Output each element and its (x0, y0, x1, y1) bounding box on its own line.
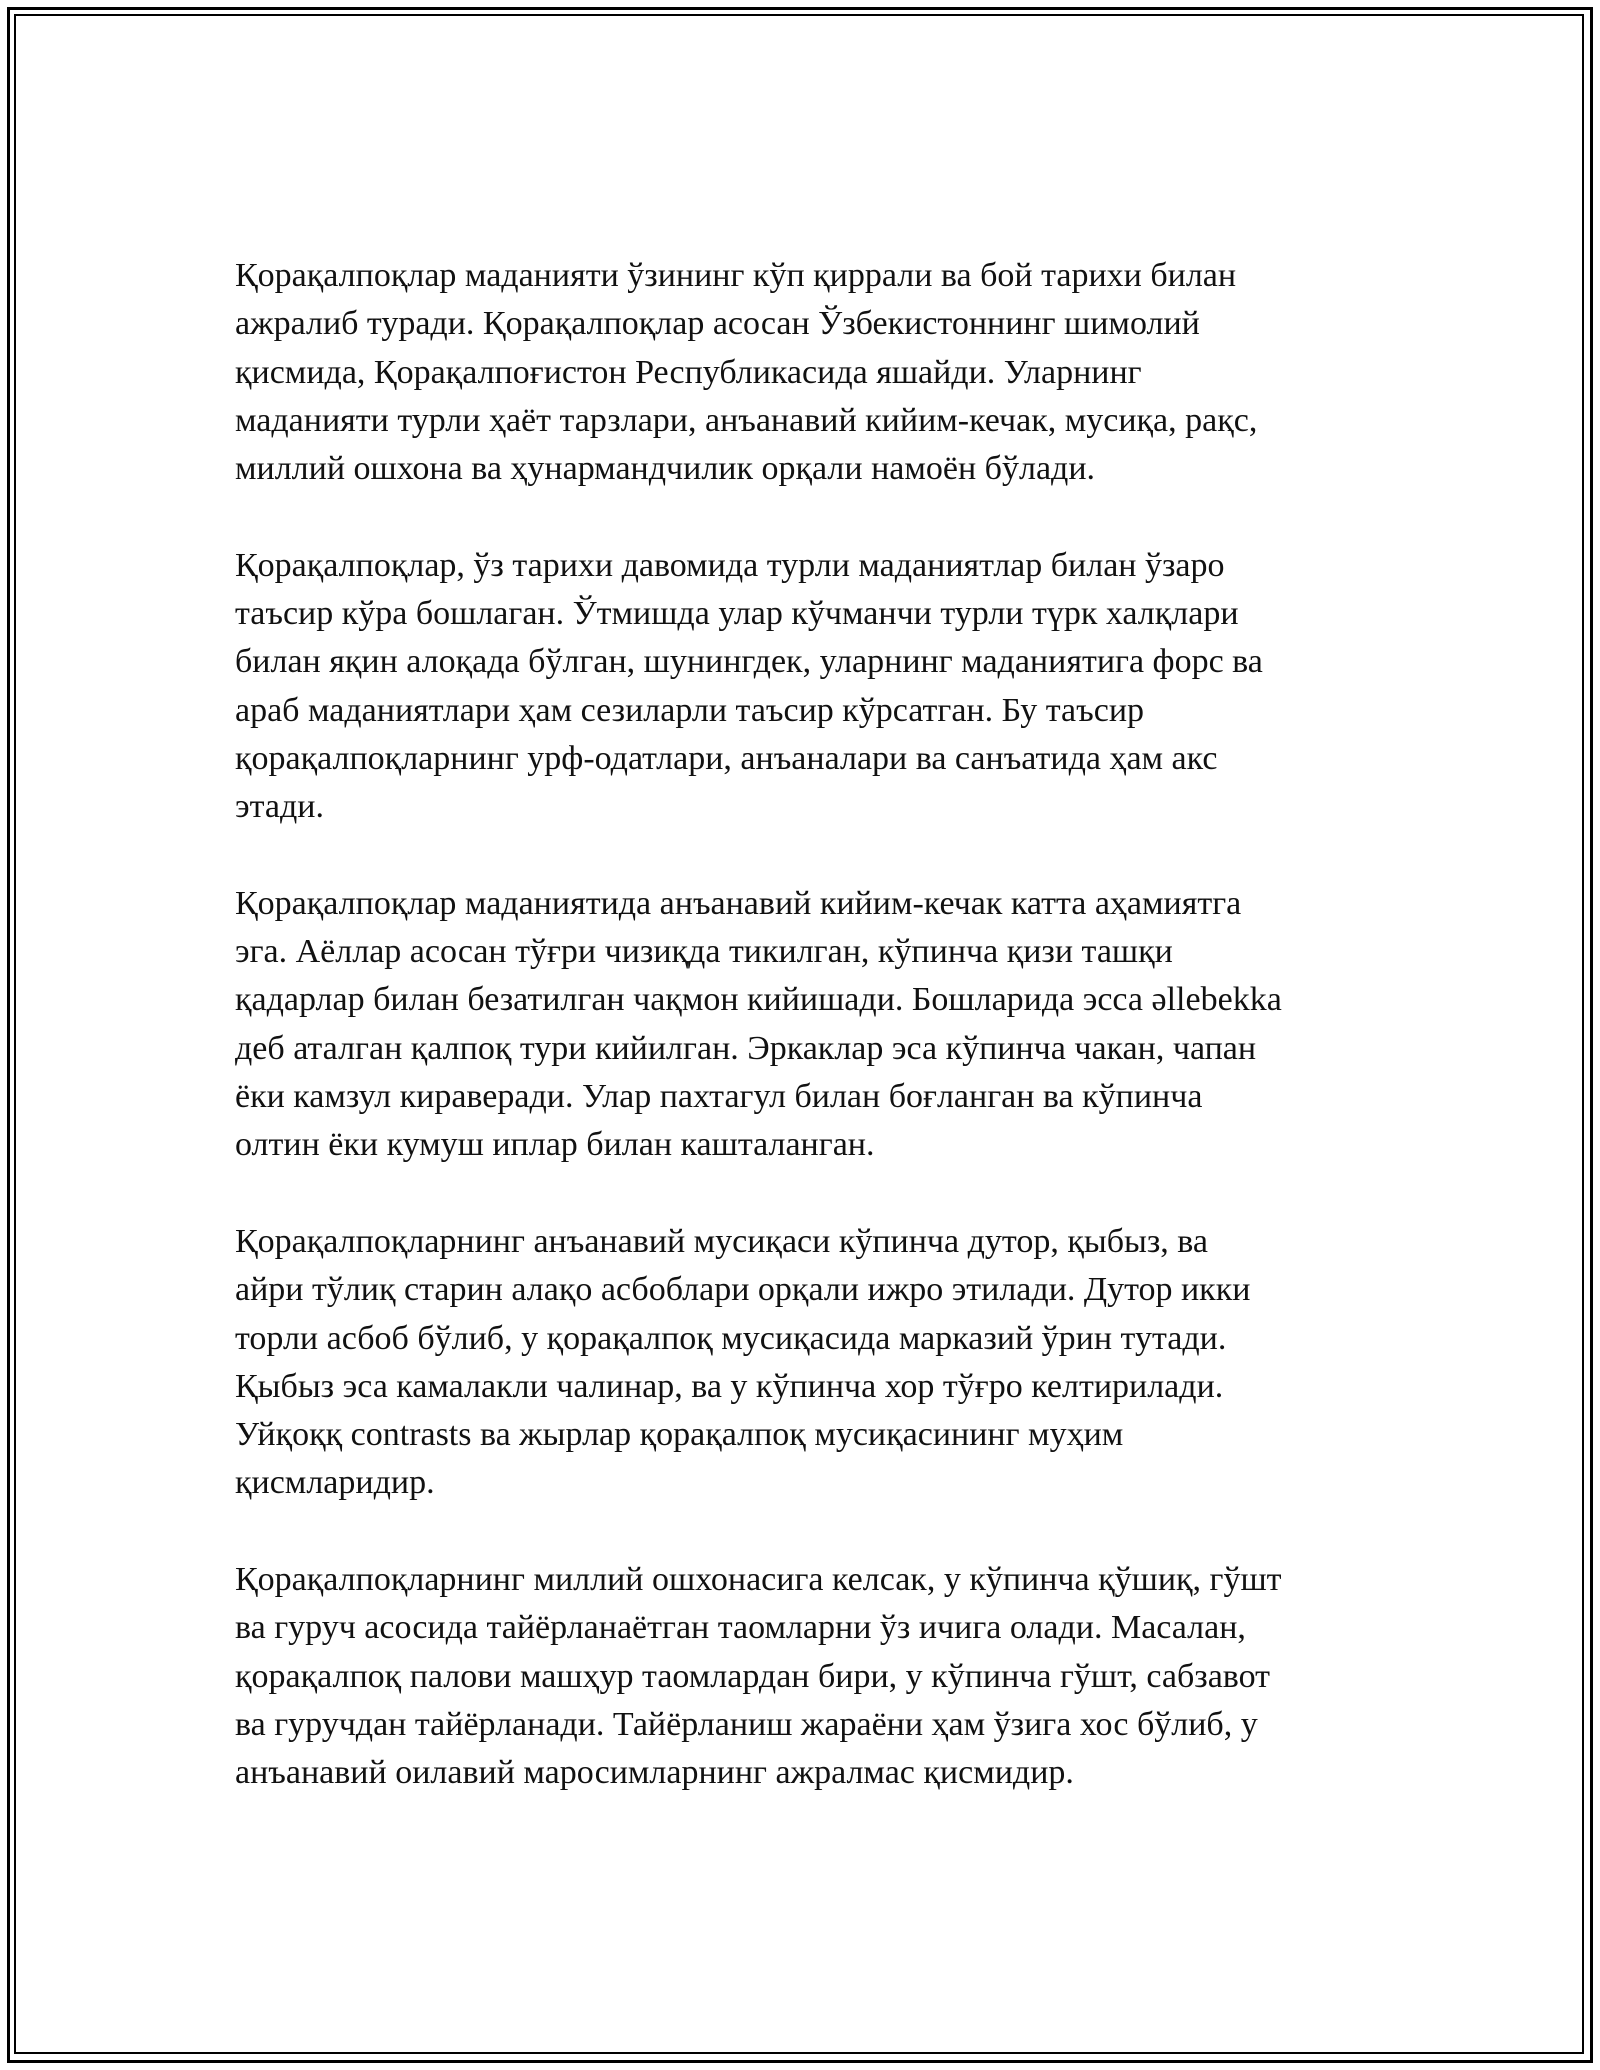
paragraph-4: Қорақалпоқларнинг анъанавий мусиқаси кўпинча дутор, қыбыз, ва айри тўлиқ старин алақо асбоблари орқали ижро этилади. Дутор икки торли асбоб бўлиб, у қорақалпоқ мусиқасида марказий ўрин тутади. Қыбыз эса камалакли чалинар, ва у кўпинча хор тўғро келтирилади. Уйқоққ contrasts ва жырлар қорақалпоқ мусиқасининг муҳим қисмларидир. (235, 1222, 1251, 1502)
paragraph-3: Қорақалпоқлар маданиятида анъанавий кийим-кечак катта аҳамиятга эга. Аёллар асосан тўғри чизиқда тикилган, кўпинча қизи ташқи қадарлар билан безатилган чақмон кийишади. Бошларида эсса әllebekka деб аталган қалпоқ тури кийилган. Эркаклар эса кўпинча чакан, чапан ёки камзул кираверади. Улар пахтагул билан боғланган ва кўпинча олтин ёки кумуш иплар билан кашталанган. (235, 884, 1282, 1164)
paragraph-1: Қорақалпоқлар маданияти ўзининг кўп қиррали ва бой тарихи билан ажралиб туради. Қорақалпоқлар асосан Ўзбекистоннинг шимолий қисмида, Қорақалпоғистон Республикасида яшайди. Уларнинг маданияти турли ҳаёт тарзлари, анъанавий кийим-кечак, мусиқа, рақс, миллий ошхона ва ҳунармандчилик орқали намоён бўлади. (235, 257, 1258, 488)
paragraph-5: Қорақалпоқларнинг миллий ошхонасига келсак, у кўпинча қўшиқ, гўшт ва гуруч асосида тайёрланаётган таомларни ўз ичига олади. Масалан, қорақалпоқ палови машҳур таомлардан бири, у кўпинча гўшт, сабзавот ва гуручдан тайёрланади. Тайёрланиш жараёни ҳам ўзига хос бўлиб, у анъанавий оилавий маросимларнинг ажралмас қисмидир. (235, 1561, 1282, 1792)
document-body (235, 252, 1395, 1846)
paragraph-2: Қорақалпоқлар, ўз тарихи давомида турли маданиятлар билан ўзаро таъсир кўра бошлаган. Ўтмишда улар кўчманчи турли түрк халқлари билан яқин алоқада бўлган, шунингдек, уларнинг маданиятига форс ва араб маданиятлари ҳам сезиларли таъсир кўрсатган. Бу таъсир қорақалпоқларнинг урф-одатлари, анъаналари ва санъатида ҳам акс этади. (235, 546, 1263, 826)
